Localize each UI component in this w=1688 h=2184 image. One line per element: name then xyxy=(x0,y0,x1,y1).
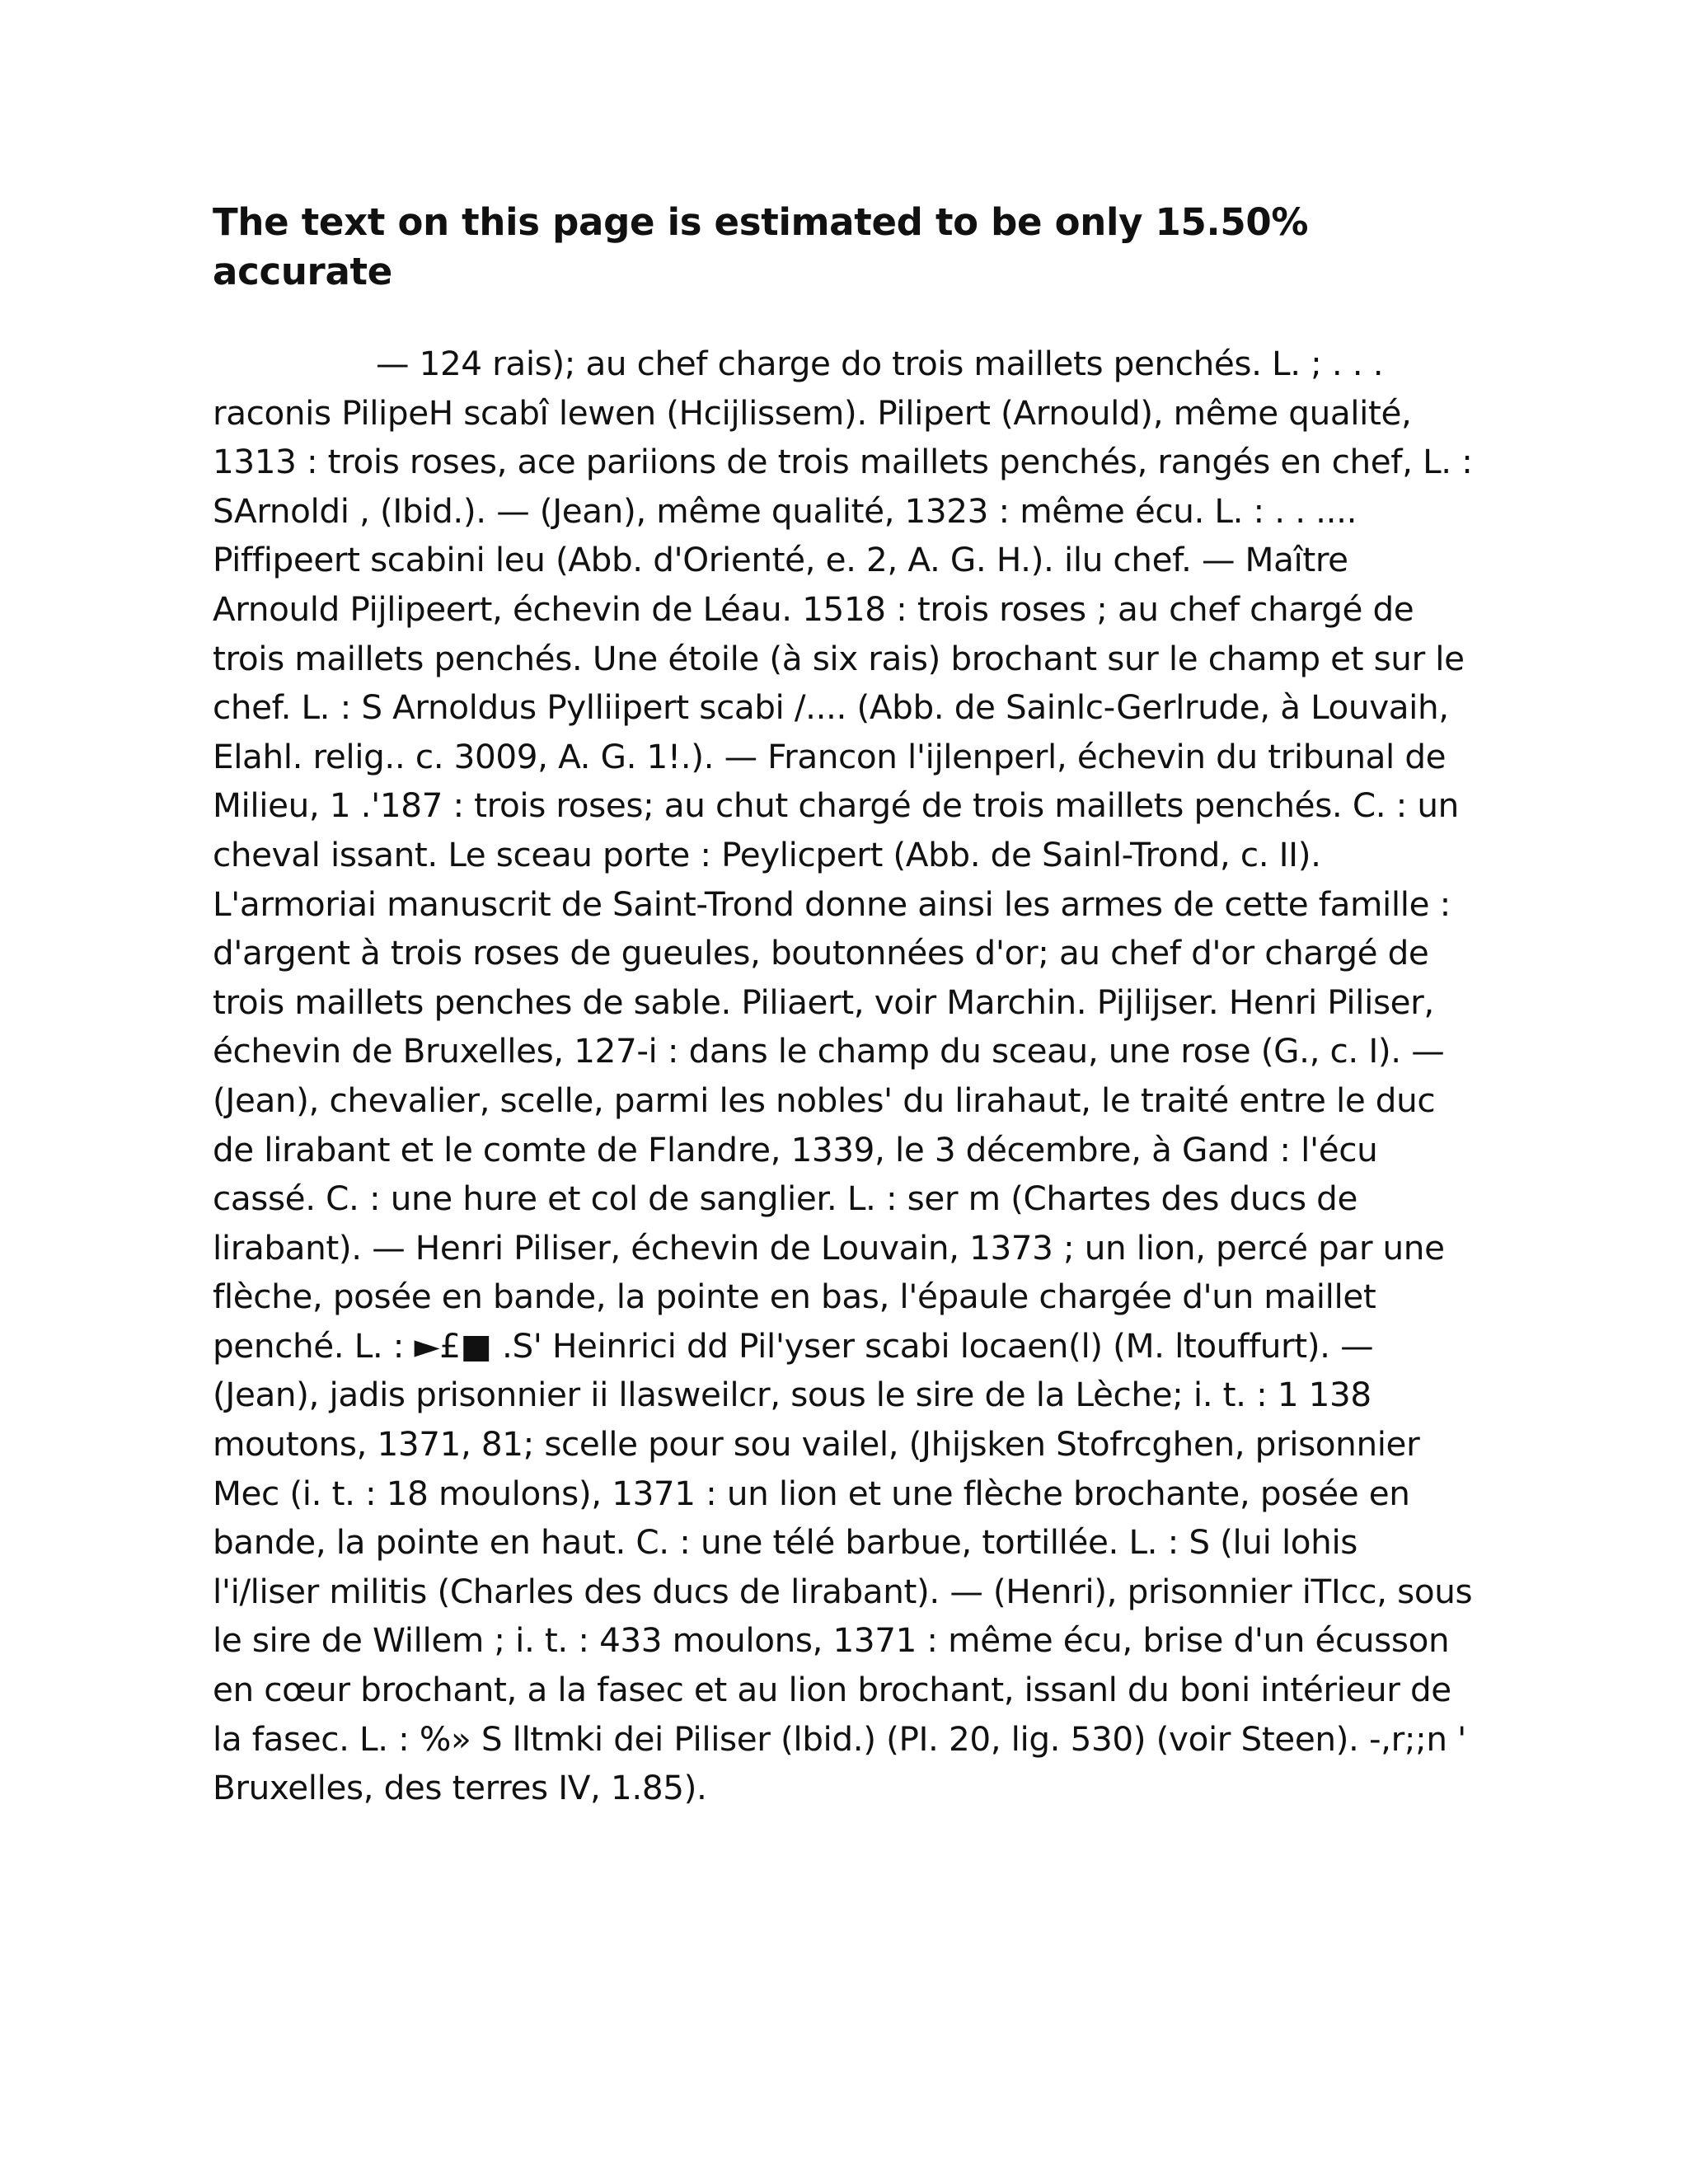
body-paragraph: — 124 rais); au chef charge do trois maillets penchés. L. ; . . . raconis PilipeH scabî lewen (Hcijlissem). Pilipert (Arnould), même qualité, 1313 : trois roses, ace pariions de trois maillets penchés, rangés en chef, L. : SArnoldi , (Ibid.). — (Jean), même qualité, 1323 : même écu. L. : . . .... Piffipeert scabini leu (Abb. d'Orienté, e. 2, A. G. H.). ilu chef. — Maître Arnould Pijlipeert, échevin de Léau. 1518 : trois roses ; au chef chargé de trois maillets penchés. Une étoile (à six rais) brochant sur le champ et sur le chef. L. : S Arnoldus Pylliipert scabi /.... (Abb. de Sainlc-Gerlrude, à Louvaih, Elahl. relig.. c. 3009, A. G. 1!.). — Francon l'ijlenperl, échevin du tribunal de Milieu, 1 .'187 : trois roses; au chut chargé de trois maillets penchés. C. : un cheval issant. Le sceau porte : Peylicpert (Abb. de Sainl-Trond, c. II). L'armoriai manuscrit de Saint-Trond donne ainsi les armes de cette famille : d'argent à trois roses de gueules, boutonnées d'or; au chef d'or chargé de trois maillets penches de sable. Piliaert, voir Marchin. Pijlijser. Henri Piliser, échevin de Bruxelles, 127-i : dans le champ du sceau, une rose (G., c. I). — (Jean), chevalier, scelle, parmi les nobles' du lirahaut, le traité entre le duc de lirabant et le comte de Flandre, 1339, le 3 décembre, à Gand : l'écu cassé. C. : une hure et col de sanglier. L. : ser m (Chartes des ducs de lirabant). — Henri Piliser, échevin de Louvain, 1373 ; un lion, percé par une flèche, posée en bande, la pointe en bas, l'épaule chargée d'un maillet penché. L. : ►£■ .S' Heinrici dd Pil'yser scabi locaen(l) (M. ltouffurt). — (Jean), jadis prisonnier ii llasweilcr, sous le sire de la Lèche; i. t. : 1 138 moutons, 1371, 81; scelle pour sou vailel, (Jhijsken Stofrcghen, prisonnier Mec (i. t. : 18 moulons), 1371 : un lion et une flèche brochante, posée en bande, la pointe en haut. C. : une télé barbue, tortillée. L. : S (lui lohis l'i/liser militis (Charles des ducs de lirabant). — (Henri), prisonnier iTIcc, sous le sire de Willem ; i. t. : 433 moulons, 1371 : même écu, brise d'un écusson en cœur brochant, a la fasec et au lion brochant, issanl du boni intérieur de la fasec. L. : %» S lltmki dei Piliser (lbid.) (PI. 20, lig. 530) (voir Steen). -,r;;n ' Bruxelles, des terres IV, 1.85). xyxy=(213,344,1473,1808)
document-page xyxy=(213,198,1474,1813)
accuracy-heading: The text on this page is estimated to be only 15.50% accurate xyxy=(213,200,1309,293)
